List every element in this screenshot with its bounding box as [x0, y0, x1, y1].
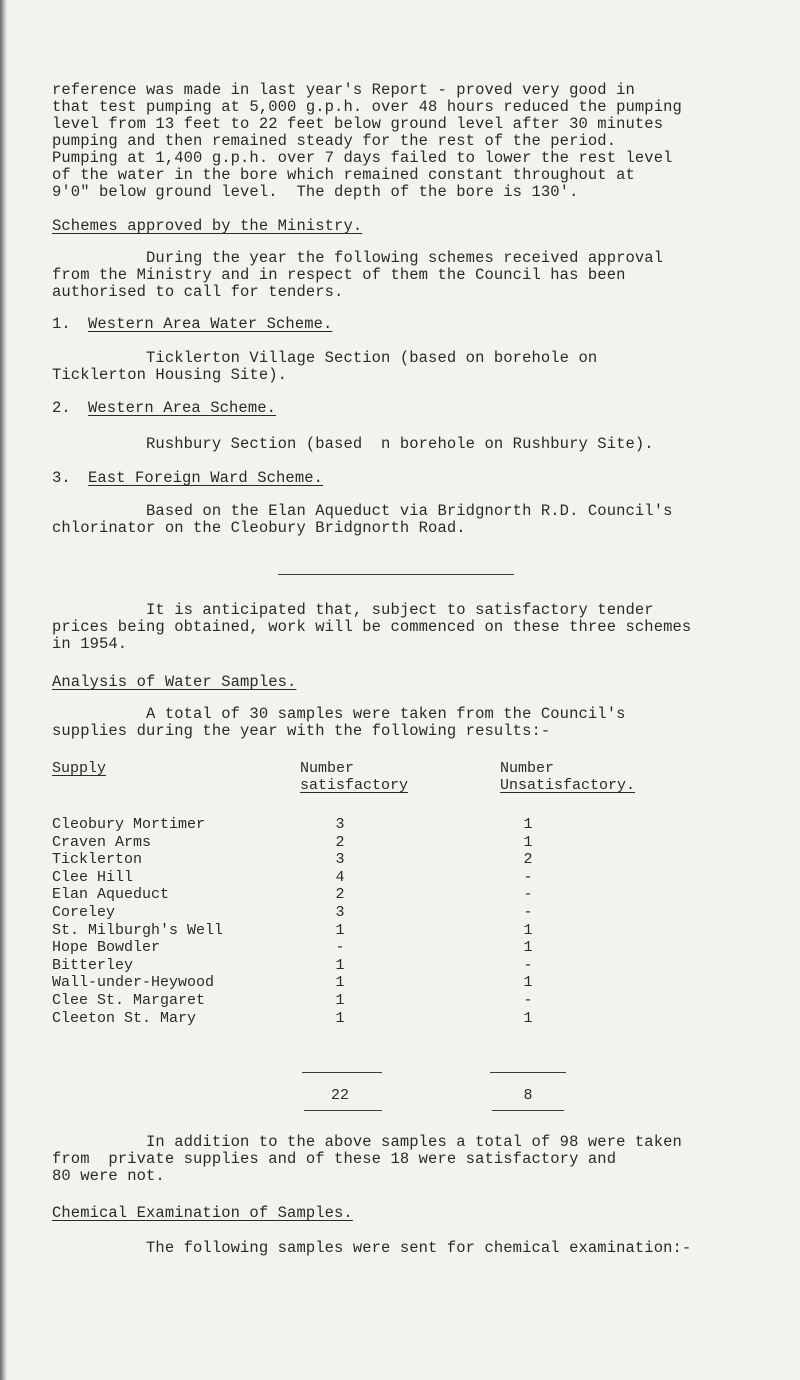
table-row-satisfactory: 3 [335, 851, 345, 869]
table-row-supply: Ticklerton [52, 851, 143, 869]
table-row-satisfactory: 1 [335, 992, 345, 1009]
scheme-title: Western Area Scheme. [88, 399, 277, 417]
table-row-satisfactory: 2 [335, 833, 345, 851]
table-row-supply: Bitterley [52, 956, 134, 974]
scan-edge [0, 0, 7, 1380]
total-rule-sat [302, 1072, 382, 1073]
scheme-desc: Rushbury Section (based n borehole on Rushbury Site). [52, 435, 654, 453]
analysis-intro-line: supplies during the year with the following results:- [52, 722, 551, 740]
table-row-satisfactory: 4 [335, 868, 345, 886]
chemical-intro: The following samples were sent for chemical examination:- [52, 1239, 692, 1257]
table-row-satisfactory: 3 [335, 904, 345, 921]
private-line: from private supplies and of these 18 were satisfactory and [52, 1150, 617, 1168]
anticipated-line: It is anticipated that, subject to satisfactory tender [52, 601, 654, 619]
table-row-unsatisfactory: 1 [523, 974, 533, 992]
schemes-heading: Schemes approved by the Ministry. [52, 217, 363, 235]
table-row-supply: Wall-under-Heywood [52, 974, 215, 992]
schemes-intro-line: During the year the following schemes received approval [52, 249, 664, 267]
header-satisfactory-1: Number [300, 760, 355, 777]
anticipated-line: in 1954. [52, 635, 128, 653]
intro-line: reference was made in last year's Report - proved very good in [52, 81, 635, 99]
analysis-heading: Analysis of Water Samples. [52, 673, 297, 691]
intro-line: pumping and then remained steady for the rest of the period. [52, 132, 617, 150]
header-unsatisfactory-1: Number [500, 760, 555, 777]
intro-line: 9'0" below ground level. The depth of the bore is 130'. [52, 183, 579, 201]
header-unsatisfactory-2: Unsatisfactory. [500, 777, 636, 794]
private-line: 80 were not. [52, 1167, 165, 1185]
section-divider [278, 574, 514, 575]
total-rule-unsat [490, 1072, 566, 1073]
private-line: In addition to the above samples a total of 98 were taken [52, 1133, 682, 1151]
table-row-supply: Cleeton St. Mary [52, 1009, 197, 1027]
table-row-unsatisfactory: 1 [523, 833, 533, 851]
table-row-supply: Cleobury Mortimer [52, 816, 206, 833]
table-row-satisfactory: 2 [335, 886, 345, 904]
double-rule-sat [304, 1110, 382, 1111]
table-row-unsatisfactory: 1 [523, 921, 533, 939]
intro-line: of the water in the bore which remained constant throughout at [52, 166, 635, 184]
table-row-supply: St. Milburgh's Well [52, 921, 224, 939]
scheme-desc: Based on the Elan Aqueduct via Bridgnorth R.D. Council's [52, 502, 673, 520]
scheme-number: 2. [52, 399, 71, 417]
table-row-unsatisfactory: - [523, 904, 533, 921]
table-row-supply: Clee St. Margaret [52, 992, 206, 1009]
table-row-unsatisfactory: - [523, 886, 533, 904]
intro-line: Pumping at 1,400 g.p.h. over 7 days failed to lower the rest level [52, 149, 673, 167]
table-row-satisfactory: 3 [335, 816, 345, 833]
scheme-number: 3. [52, 469, 71, 487]
scheme-number: 1. [52, 315, 71, 333]
table-row-supply: Elan Aqueduct [52, 886, 170, 904]
table-row-unsatisfactory: 1 [523, 939, 533, 957]
header-supply: Supply [52, 760, 107, 777]
scheme-desc: chlorinator on the Cleobury Bridgnorth Road. [52, 519, 466, 537]
table-row-supply: Craven Arms [52, 833, 152, 851]
total-satisfactory: 22 [330, 1087, 349, 1104]
table-row-satisfactory: 1 [335, 1009, 345, 1027]
table-row-supply: Coreley [52, 904, 116, 921]
table-row-satisfactory: 1 [335, 974, 345, 992]
table-row-unsatisfactory: - [523, 956, 533, 974]
scheme-title: Western Area Water Scheme. [88, 315, 333, 333]
schemes-intro-line: authorised to call for tenders. [52, 283, 344, 301]
chemical-heading: Chemical Examination of Samples. [52, 1204, 353, 1222]
intro-line: level from 13 feet to 22 feet below ground level after 30 minutes [52, 115, 664, 133]
double-rule-unsat [492, 1110, 564, 1111]
table-row-satisfactory: 1 [335, 921, 345, 939]
schemes-intro-line: from the Ministry and in respect of them the Council has been [52, 266, 626, 284]
total-unsatisfactory: 8 [523, 1087, 533, 1104]
table-row-unsatisfactory: - [523, 868, 533, 886]
analysis-intro-line: A total of 30 samples were taken from the Council's [52, 705, 626, 723]
scheme-desc: Ticklerton Housing Site). [52, 366, 288, 384]
header-satisfactory-2: satisfactory [300, 777, 409, 794]
table-row-satisfactory: - [335, 939, 345, 957]
anticipated-line: prices being obtained, work will be commenced on these three schemes [52, 618, 692, 636]
scheme-desc: Ticklerton Village Section (based on borehole on [52, 349, 598, 367]
table-row-unsatisfactory: - [523, 992, 533, 1009]
table-row-unsatisfactory: 2 [523, 851, 533, 869]
scheme-title: East Foreign Ward Scheme. [88, 469, 324, 487]
table-row-satisfactory: 1 [335, 956, 345, 974]
intro-line: that test pumping at 5,000 g.p.h. over 48 hours reduced the pumping [52, 98, 682, 116]
table-row-supply: Hope Bowdler [52, 939, 161, 957]
table-row-unsatisfactory: 1 [523, 1009, 533, 1027]
table-row-unsatisfactory: 1 [523, 816, 533, 833]
table-row-supply: Clee Hill [52, 868, 134, 886]
